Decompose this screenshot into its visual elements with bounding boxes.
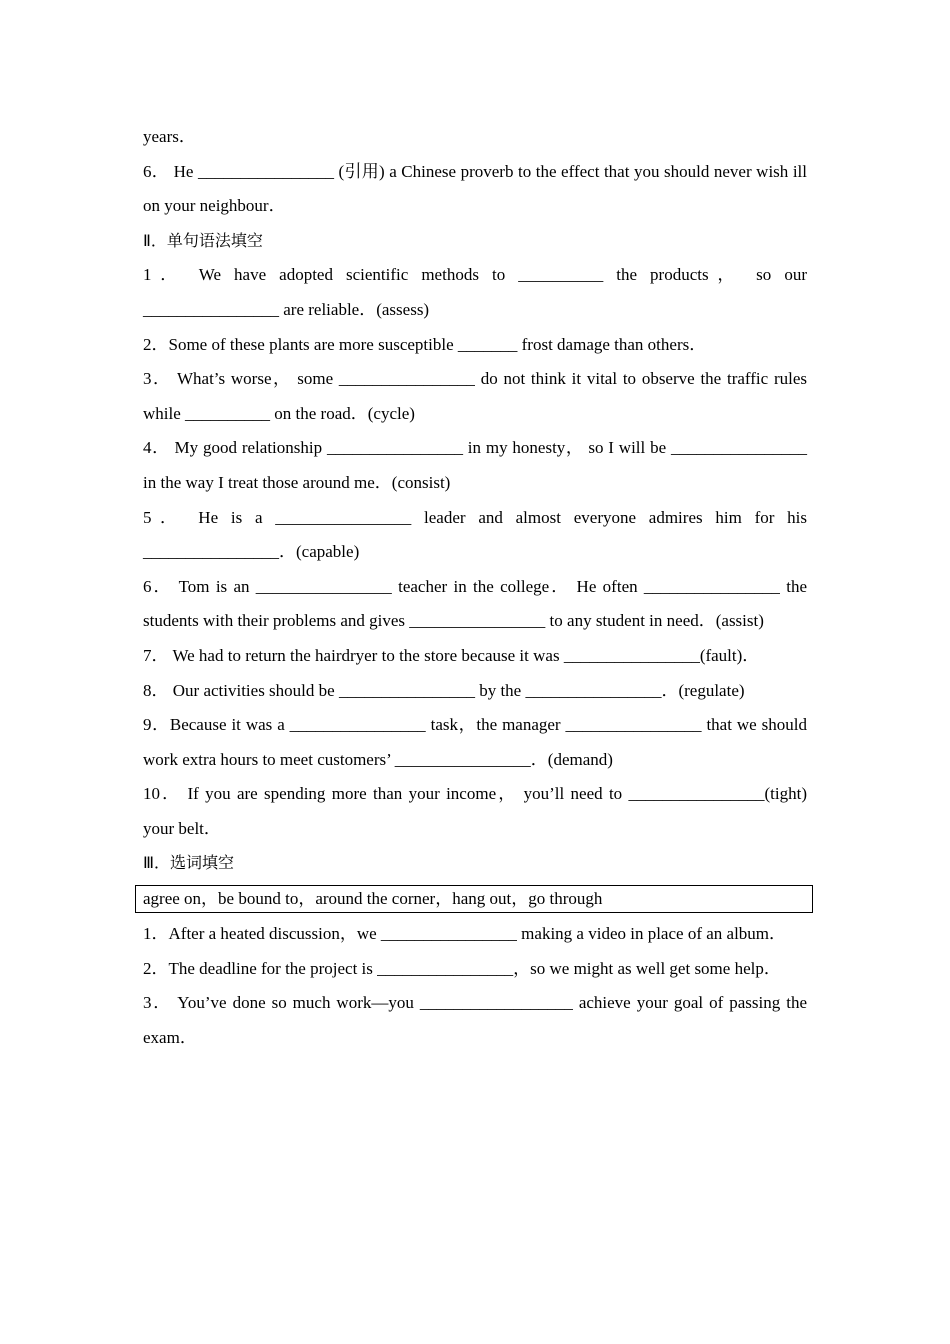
line-years: years． (143, 127, 196, 146)
s2-question-10: 10． If you are spending more than your income， you’ll need to ________________(tight) your belt． (143, 784, 807, 838)
s3-question-3: 3． You’ve done so much work—you __________________ achieve your goal of passing the exam． (143, 993, 807, 1047)
section-2-heading: Ⅱ．单句语法填空 (143, 230, 263, 250)
s2-question-4: 4． My good relationship ________________ in my honesty， so I will be ________________ in the way I treat those around me．(consist) (143, 438, 807, 492)
s2-question-1: 1． We have adopted scientific methods to __________ the products， so our ________________ are reliable．(assess) (143, 265, 807, 319)
s2-question-2: 2．Some of these plants are more susceptible _______ frost damage than others． (143, 334, 707, 354)
section-3-heading: Ⅲ．选词填空 (143, 853, 235, 873)
s2-question-6: 6． Tom is an ________________ teacher in the college． He often ________________ the students with their problems and gives ________________ to any student in need．(assist) (143, 576, 807, 631)
document-page (143, 120, 807, 1055)
s2-question-7: 7． We had to return the hairdryer to the store because it was ________________(fault)． (143, 645, 760, 665)
s2-question-5: 5． He is a ________________ leader and almost everyone admires him for his ________________．(capable) (143, 507, 807, 562)
s2-question-8: 8． Our activities should be ________________ by the ________________．(regulate) (143, 680, 745, 700)
s3-question-2: 2．The deadline for the project is ________________，so we might as well get some help． (143, 958, 781, 978)
word-bank-box: agree on，be bound to，around the corner，hang out，go through (135, 885, 813, 913)
part1-question-6: 6． He ________________ (引用) a Chinese proverb to the effect that you should never wish ill on your neighbour． (143, 161, 807, 216)
s2-question-3: 3． What’s worse， some ________________ do not think it vital to observe the traffic rules while __________ on the road．(cycle) (143, 369, 807, 423)
s3-question-1: 1．After a heated discussion，we ________________ making a video in place of an album． (143, 924, 787, 944)
s2-question-9: 9．Because it was a ________________ task，the manager ________________ that we should work extra hours to meet customers’ ________________．(demand) (143, 715, 807, 769)
